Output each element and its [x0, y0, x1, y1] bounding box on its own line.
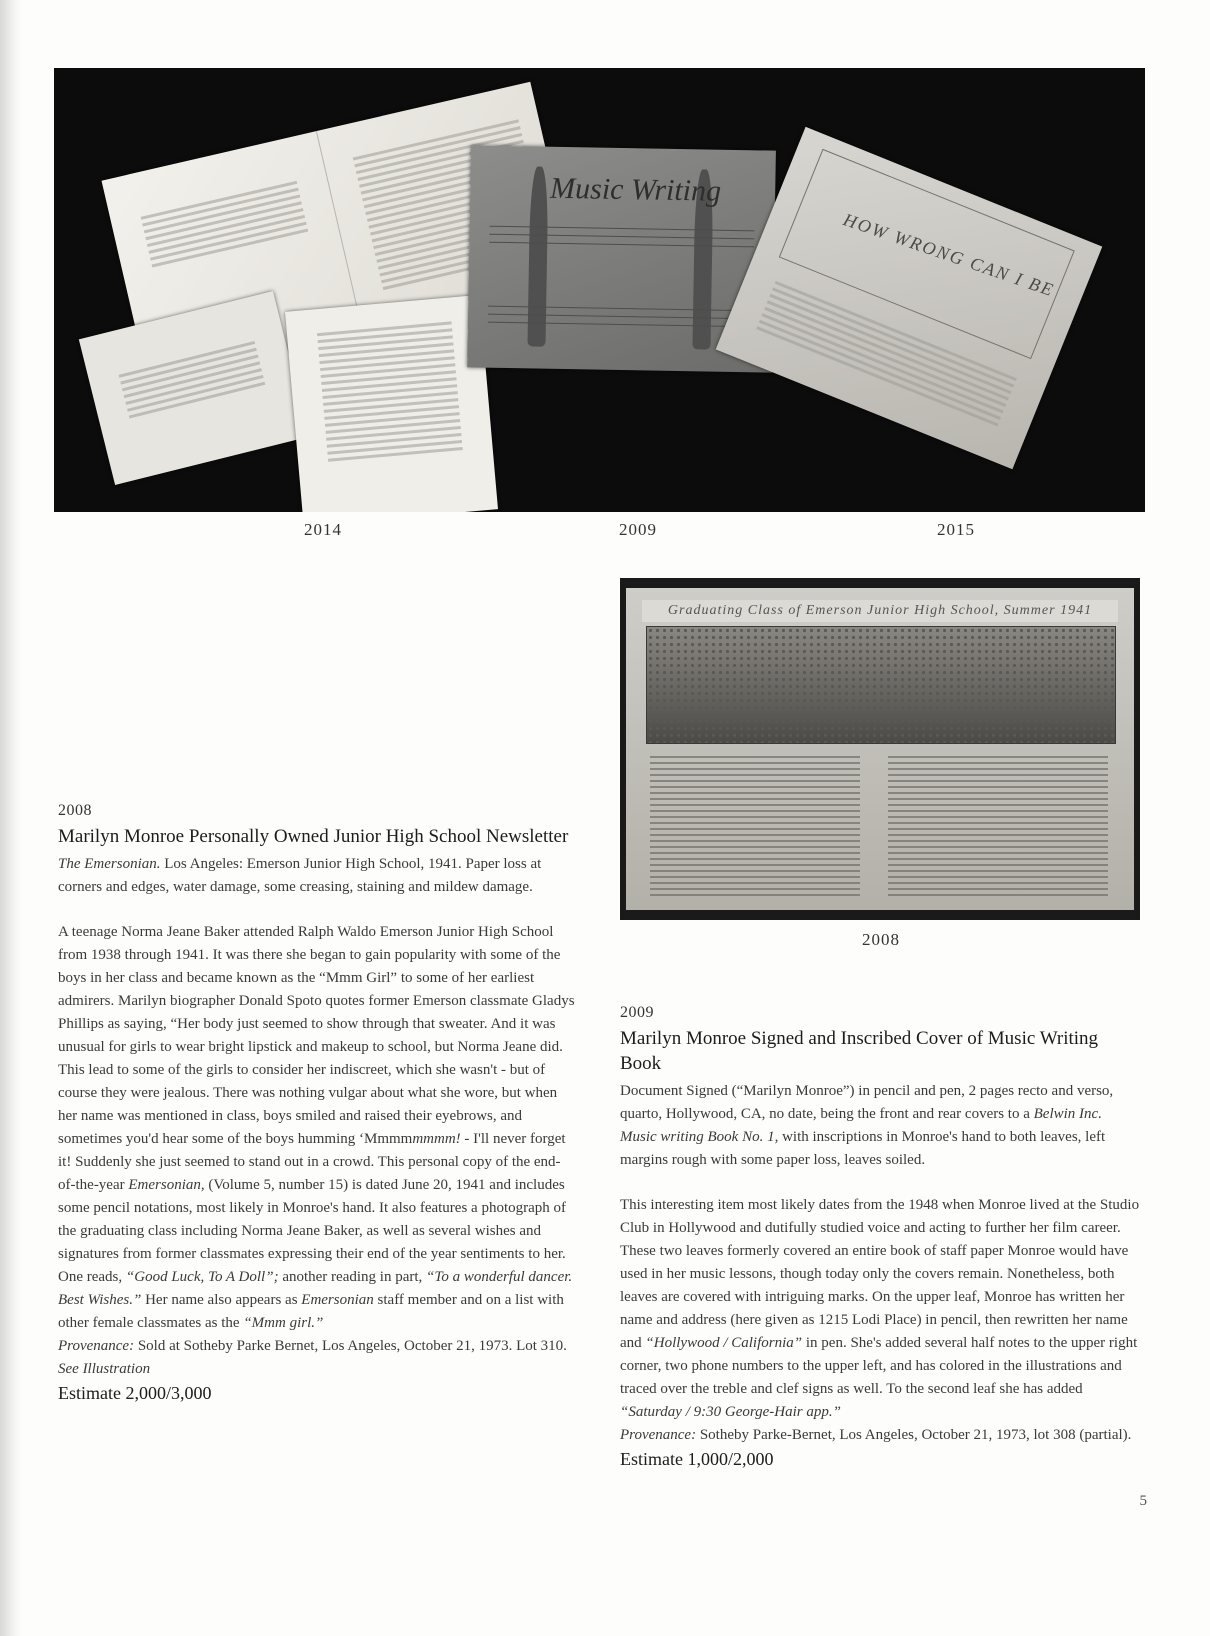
lot-description: A teenage Norma Jeane Baker attended Ralph Waldo Emerson Junior High School from 1938 through 1941. It was there she began to gain popularity with some of the boys in her class and became known as the “Mmm Girl” to some of her earliest admirers. Marilyn biographer Donald Spoto quotes former Emerson classmate Gladys Phillips as saying, “Her body just seemed to show through that sweater. And it was unusual for girls to wear bright lipstick and makeup to school, but Norma Jeane did. This lead to some of the girls to consider her indiscreet, which she wasn't - but of course they were jealous. There was nothing vulgar about what she wore, but when her name was mentioned in class, boys smiled and raised their eyebrows, and sometimes you'd hear some of the boys humming ‘Mmmmmmmm! - I'll never forget it! Suddenly she just seemed to stand out in a crowd. This personal copy of the end-of-the-year Emersonian, (Volume 5, number 15) is dated June 20, 1941 and includes some pencil notations, most likely in Monroe's hand. It also features a photograph of the graduating class including Norma Jeane Baker, as well as several wishes and signatures from former classmates expressing their end of the year sentiments to her. One reads, “Good Luck, To A Doll”; another reading in part, “To a wonderful dancer. Best Wishes.” Her name also appears as Emersonian staff member and on a list with other female classmates as the “Mmm girl.” — [58, 924, 575, 1331]
lot-summary: Document Signed (“Marilyn Monroe”) in pencil and pen, 2 pages recto and verso, quarto, Hollywood, CA, no date, being the front and rear covers to a Belwin Inc. Music writing Book No. 1, with inscriptions in Monroe's hand to both leaves, left margins rough with some paper loss, leaves soiled. — [620, 1083, 1114, 1168]
lot-number: 2008 — [58, 802, 92, 819]
lot-number: 2009 — [620, 1004, 654, 1021]
lot-title: Marilyn Monroe Personally Owned Junior High School Newsletter — [58, 826, 569, 847]
see-illustration: See Illustration — [58, 1361, 151, 1377]
lot-provenance: Provenance: Sotheby Parke-Bernet, Los Angeles, October 21, 1973, lot 308 (partial). — [620, 1427, 1132, 1443]
page-edge-shadow — [0, 0, 22, 1636]
lot-estimate: Estimate 2,000/3,000 — [58, 1383, 212, 1403]
lot-estimate: Estimate 1,000/2,000 — [620, 1449, 774, 1469]
caption-2014: 2014 — [304, 520, 342, 539]
lot-description: This interesting item most likely dates from the 1948 when Monroe lived at the Studio Club in Hollywood and dutifully studied voice and acting to further her film career. These two leaves formerly covered an entire book of staff paper Monroe would have used in her music lessons, though today only the covers remain. Nonetheless, both leaves are covered with intriguing marks. On the upper leaf, Monroe has written her name and address (here given as 1215 Lodi Place) in pencil, then rewritten her name and “Hollywood / California” in pen. She's added several half notes to the upper right corner, two phone numbers to the upper left, and has colored in the illustrations and traced over the treble and clef signs as well. To the second leaf she has added “Saturday / 9:30 George-Hair app.” — [620, 1197, 1140, 1420]
caption-2008: 2008 — [862, 930, 900, 949]
caption-2009: 2009 — [619, 520, 657, 539]
lot-provenance: Provenance: Sold at Sotheby Parke Bernet, Los Angeles, October 21, 1973. Lot 310. — [58, 1338, 567, 1354]
lot-title: Marilyn Monroe Signed and Inscribed Cover of Music Writing Book — [620, 1028, 1099, 1074]
sheet-music-handwriting: HOW WRONG CAN I BE — [840, 209, 1058, 301]
graduating-class-crowd — [646, 626, 1116, 744]
lot-2008-entry — [58, 802, 578, 1404]
handwritten-card-image — [79, 291, 309, 485]
page-number: 5 — [1139, 1493, 1147, 1509]
program-card-image — [285, 295, 498, 512]
lots-photograph — [54, 68, 1145, 512]
lot-publication: The Emersonian. Los Angeles: Emerson Junior High School, 1941. Paper loss at corners and edges, water damage, some creasing, staining and mildew damage. — [58, 856, 542, 895]
lot-2009-entry — [620, 1004, 1140, 1470]
graduation-banner: Graduating Class of Emerson Junior High School, Summer 1941 — [642, 600, 1118, 622]
graduation-photo — [620, 578, 1140, 920]
music-book-title: Music Writing — [549, 171, 722, 208]
caption-2015: 2015 — [937, 520, 975, 539]
